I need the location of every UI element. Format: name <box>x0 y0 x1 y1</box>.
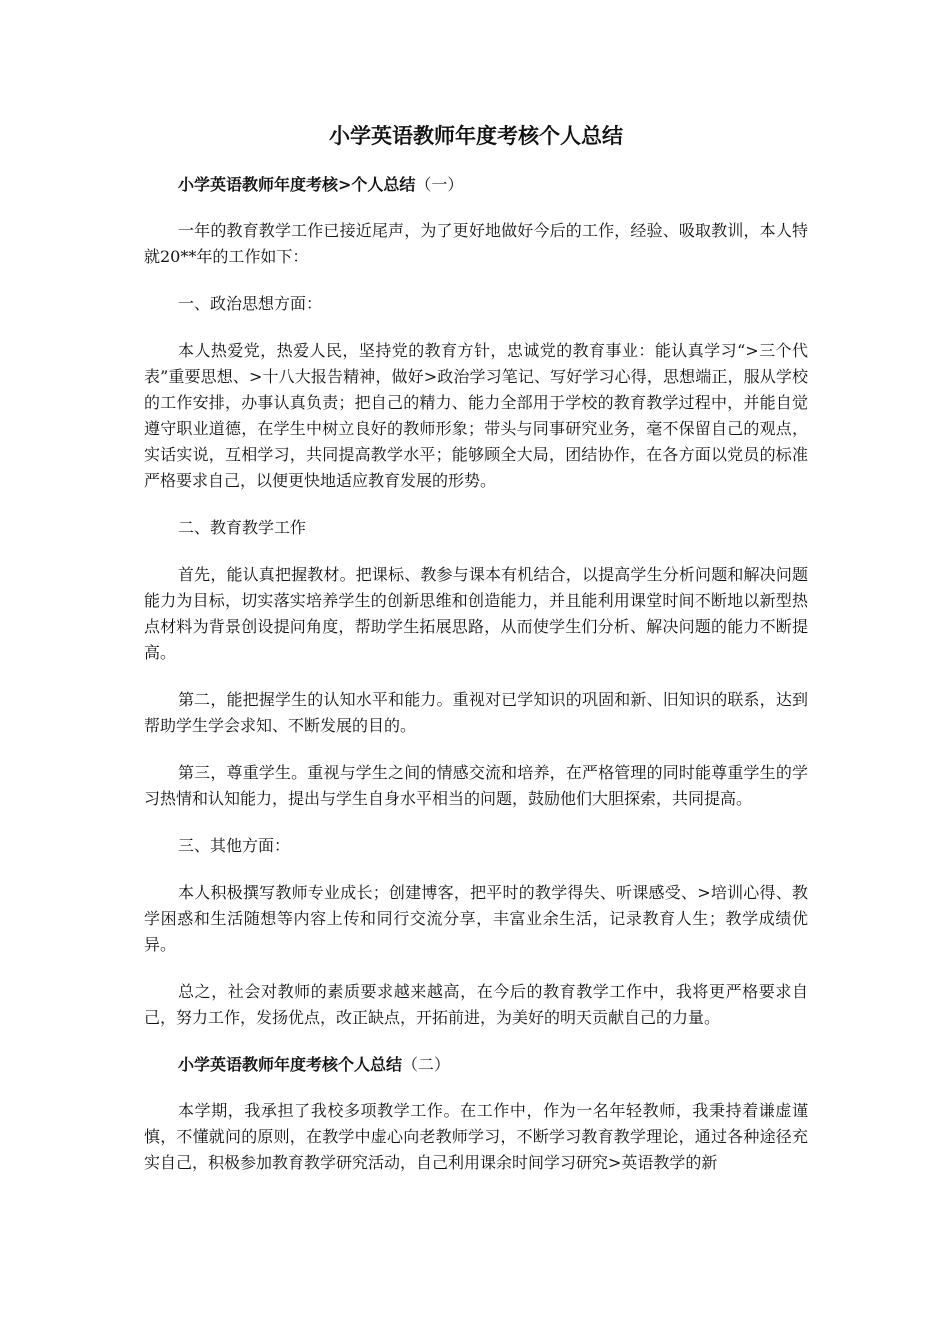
section-1-heading <box>144 172 808 198</box>
paragraph-conclusion: 总之，社会对教师的素质要求越来越高，在今后的教育教学工作中，我将更严格要求自己，努力工作，发扬优点，改正缺点，开拓前进，为美好的明天贡献自己的力量。 <box>144 982 808 1027</box>
section-2-heading <box>144 1052 808 1078</box>
section-2-heading-main: 小学英语教师年度考核个人总结 <box>178 1055 403 1074</box>
section-2-heading-suffix: （二） <box>402 1055 451 1074</box>
subheading-other: 三、其他方面： <box>178 836 291 855</box>
section-1-heading-suffix: （一） <box>415 175 464 194</box>
paragraph-teaching-third: 第三，尊重学生。重视与学生之间的情感交流和培养，在严格管理的同时能尊重学生的学习热情和认知能力，提出与学生自身水平相当的问题，鼓励他们大胆探索，共同提高。 <box>144 763 808 808</box>
paragraph-politics: 本人热爱党，热爱人民，坚持党的教育方针，忠诚党的教育事业：能认真学习“>三个代表”重要思想、>十八大报告精神，做好>政治学习笔记、写好学习心得，思想端正，服从学校的工作安排，办事认真负责；把自己的精力、能力全部用于学校的教育教学过程中，并能自觉遵守职业道德，在学生中树立良好的教师形象；带头与同事研究业务，毫不保留自己的观点，实话实说，互相学习，共同提高教学水平；能够顾全大局，团结协作，在各方面以党员的标准严格要求自己，以便更快地适应教育发展的形势。 <box>144 341 808 490</box>
paragraph-intro: 一年的教育教学工作已接近尾声，为了更好地做好今后的工作，经验、吸取教训，本人特就20**年的工作如下： <box>144 221 808 266</box>
paragraph-teaching-second: 第二，能把握学生的认知水平和能力。重视对已学知识的巩固和新、旧知识的联系，达到帮助学生学会求知、不断发展的目的。 <box>144 690 808 735</box>
subheading-teaching: 二、教育教学工作 <box>178 518 307 537</box>
document-page <box>144 118 808 1197</box>
section-1-heading-main: 小学英语教师年度考核>个人总结 <box>178 175 416 194</box>
paragraph-teaching-first: 首先，能认真把握教材。把课标、教参与课本有机结合，以提高学生分析问题和解决问题能力为目标，切实落实培养学生的创新思维和创造能力，并且能利用课堂时间不断地以新型热点材料为背景创设提问角度，帮助学生拓展思路，从而使学生们分析、解决问题的能力不断提高。 <box>144 565 808 662</box>
subheading-politics: 一、政治思想方面： <box>178 294 323 313</box>
paragraph-section-2: 本学期，我承担了我校多项教学工作。在工作中，作为一名年轻教师，我秉持着谦虚谨慎，不懂就问的原则，在教学中虚心向老教师学习，不断学习教育教学理论，通过各种途径充实自己，积极参加教育教学研究活动，自己利用课余时间学习研究>英语教学的新 <box>144 1101 808 1172</box>
document-title: 小学英语教师年度考核个人总结 <box>329 123 623 148</box>
paragraph-other: 本人积极撰写教师专业成长；创建博客，把平时的教学得失、听课感受、>培训心得、教学困惑和生活随想等内容上传和同行交流分享，丰富业余生活，记录教育人生；教学成绩优异。 <box>144 883 808 954</box>
